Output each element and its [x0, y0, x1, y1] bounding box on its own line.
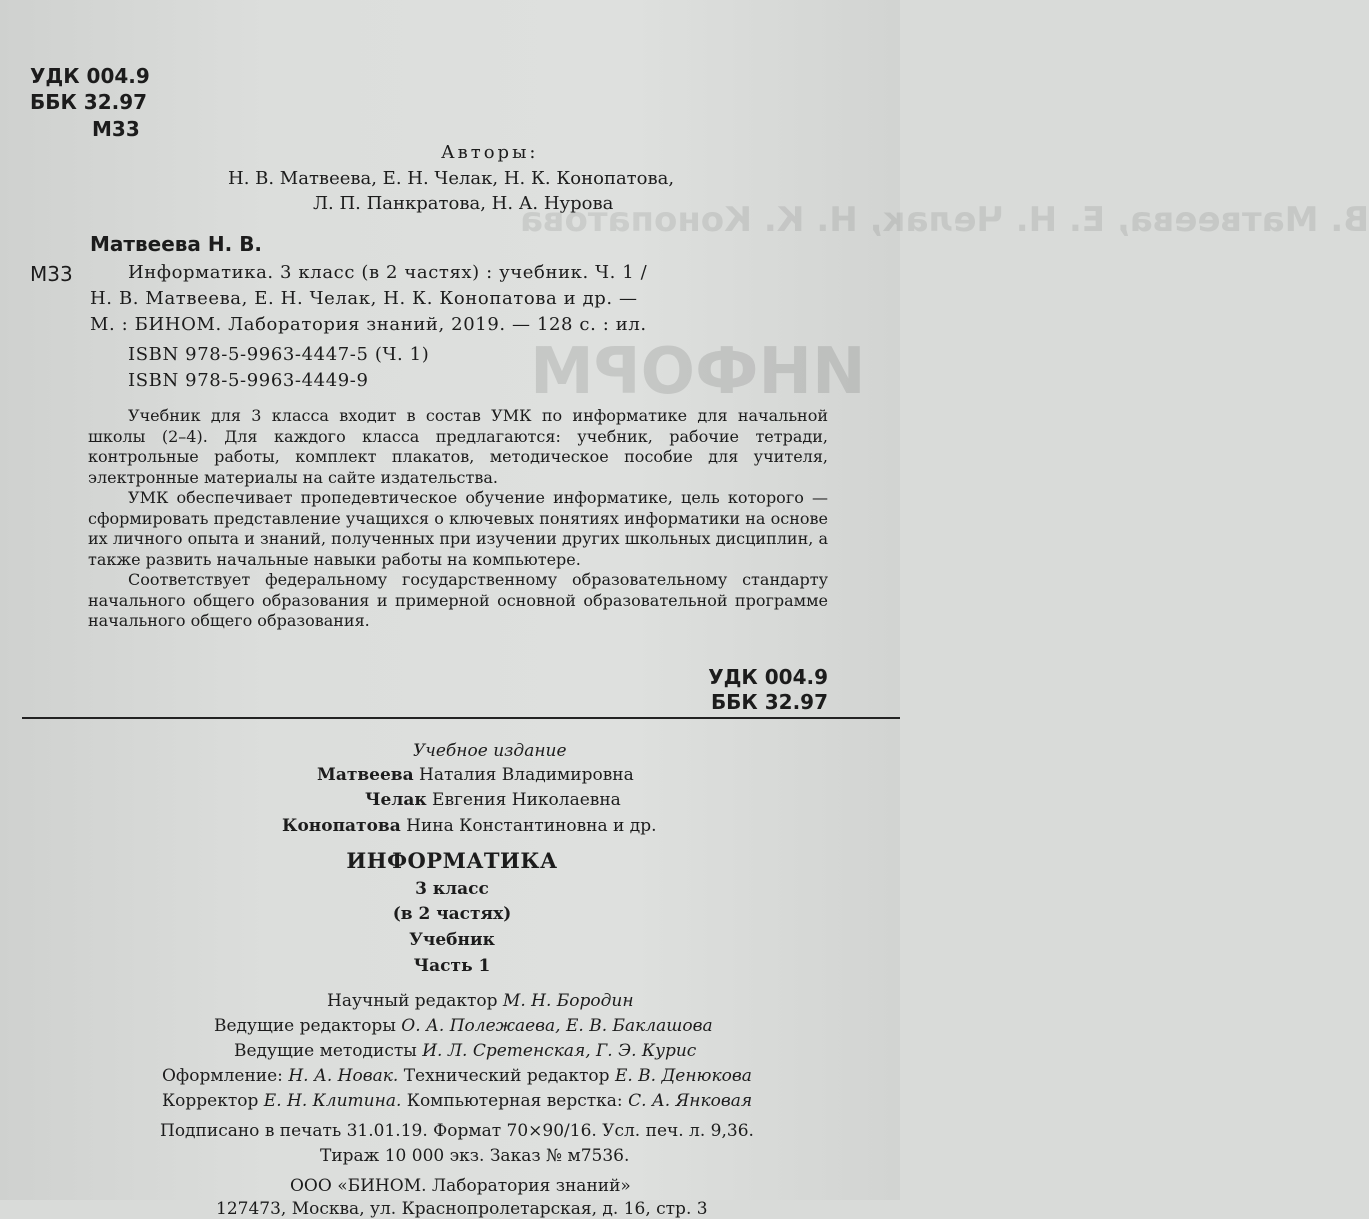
author-2-name: Евгения Николаевна [432, 790, 621, 810]
author-2-surname: Челак [365, 790, 427, 810]
author-1-surname: Матвеева [317, 765, 414, 785]
part-number: Часть 1 [413, 956, 491, 976]
show-through-text: В. Матвеева, Е. Н. Челак, Н. К. Конопатова [520, 200, 1369, 240]
credit-sci-editor [327, 991, 634, 1011]
tech-editor-name: Е. В. Денюкова [614, 1066, 752, 1086]
bib-line-1: Информатика. 3 класс (в 2 частях) : учебник. Ч. 1 / [128, 262, 648, 283]
layout-label: Компьютерная верстка: [406, 1091, 623, 1111]
annotation-paragraph-1: Учебник для 3 класса входит в состав УМК по информатике для начальной школы (2–4). Для каждого класса предлагаются: учебник, рабочие тетради, контрольные работы, комплект плакатов, методическое пособие для учителя, электронные материалы на сайте издательства. [88, 406, 828, 487]
bib-code: М33 [30, 262, 73, 286]
credit-corrector-layout [162, 1091, 752, 1111]
corrector-label: Корректор [162, 1091, 259, 1111]
design-label: Оформление: [162, 1066, 283, 1086]
authors-line-1: Н. В. Матвеева, Е. Н. Челак, Н. К. Конопатова, [228, 168, 675, 189]
grade: 3 класс [415, 879, 489, 899]
isbn-part-1: ISBN 978-5-9963-4447-5 (Ч. 1) [128, 344, 430, 365]
main-author: Матвеева Н. В. [90, 232, 263, 256]
bbk-code: ББК 32.97 [30, 90, 148, 114]
author-1-name: Наталия Владимировна [419, 765, 634, 785]
annotation-paragraph-2: УМК обеспечивает пропедевтическое обучение информатике, цель которого — сформировать представление учащихся о ключевых понятиях информатики на основе их личного опыта и знаний, полученных при изучении других школьных дисциплин, а также развить начальные навыки работы на компьютере. [88, 488, 828, 569]
sci-editor-name: М. Н. Бородин [502, 991, 634, 1011]
credit-lead-editors [214, 1016, 713, 1036]
layout-name: С. А. Янковая [628, 1091, 753, 1111]
lead-methodists-names: И. Л. Сретенская, Г. Э. Курис [422, 1041, 697, 1061]
udk-code: УДК 004.9 [30, 64, 150, 88]
isbn-set: ISBN 978-5-9963-4449-9 [128, 370, 369, 391]
print-info-line-1: Подписано в печать 31.01.19. Формат 70×90/16. Усл. печ. л. 9,36. [160, 1121, 754, 1141]
sci-editor-label: Научный редактор [327, 991, 498, 1011]
grade-row [0, 879, 900, 899]
authors-heading: Авторы: [441, 142, 539, 163]
kind-row [0, 930, 900, 950]
lead-editors-label: Ведущие редакторы [214, 1016, 396, 1036]
author-3-surname: Конопатова [282, 816, 401, 836]
design-name: Н. А. Новак. [288, 1066, 399, 1086]
parts-row [0, 904, 900, 924]
tech-editor-label: Технический редактор [403, 1066, 610, 1086]
author-sign: М33 [92, 117, 140, 141]
imprint-author-3 [282, 816, 657, 836]
bib-line-3: М. : БИНОМ. Лаборатория знаний, 2019. — 128 с. : ил. [90, 314, 647, 335]
part-row [0, 956, 900, 976]
annotation-paragraph-3: Соответствует федеральному государственному образовательному стандарту начального общего образования и примерной основной образовательной программе начального общего образования. [88, 570, 828, 630]
edition-type: Учебное издание [413, 741, 567, 761]
imprint-author-1 [317, 765, 634, 785]
lead-editors-names: О. А. Полежаева, Е. В. Баклашова [401, 1016, 713, 1036]
publisher-address: 127473, Москва, ул. Краснопролетарская, д. 16, стр. 3 [216, 1199, 708, 1219]
print-info-line-2: Тираж 10 000 экз. Заказ № м7536. [320, 1146, 630, 1166]
divider-rule [22, 717, 900, 719]
footer-udk-code: УДК 004.9 [708, 665, 828, 689]
annotation [88, 406, 828, 632]
lead-methodists-label: Ведущие методисты [234, 1041, 417, 1061]
bib-line-2: Н. В. Матвеева, Е. Н. Челак, Н. К. Конопатова и др. — [90, 288, 638, 309]
imprint-author-2 [365, 790, 621, 810]
parts: (в 2 частях) [392, 904, 512, 924]
publisher-name: ООО «БИНОМ. Лаборатория знаний» [290, 1176, 631, 1196]
footer-bbk-code: ББК 32.97 [710, 690, 828, 714]
corrector-name: Е. Н. Клитина. [263, 1091, 402, 1111]
book-kind: Учебник [409, 930, 495, 950]
book-title: ИНФОРМАТИКА [346, 848, 558, 873]
credit-lead-methodists [234, 1041, 696, 1061]
book-title-row [0, 848, 900, 873]
credit-design-tech [162, 1066, 752, 1086]
show-through-title: ИНФОРМ [530, 335, 866, 409]
author-3-name: Нина Константиновна и др. [406, 816, 657, 836]
authors-line-2: Л. П. Панкратова, Н. А. Нурова [313, 193, 614, 214]
